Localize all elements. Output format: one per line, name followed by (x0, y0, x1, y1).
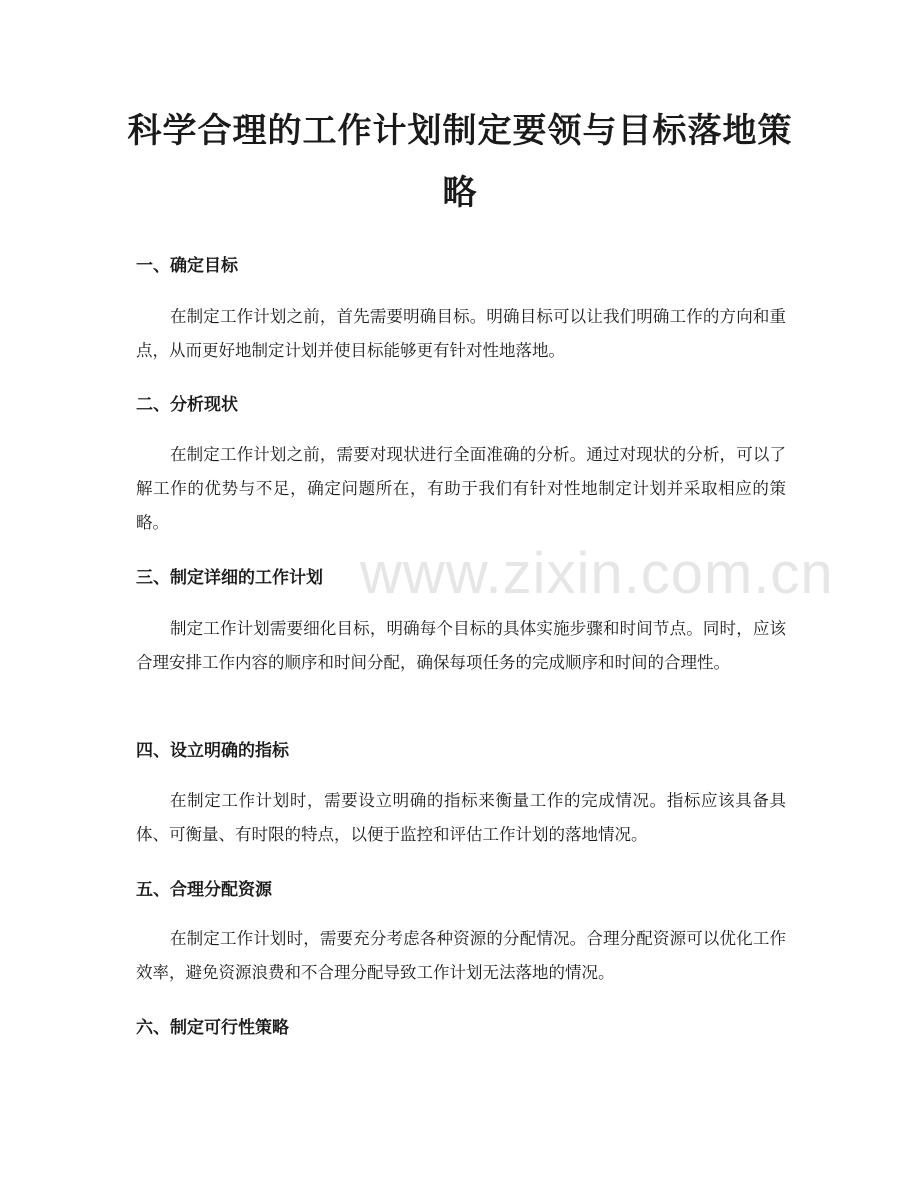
section-heading-6: 六、制定可行性策略 (136, 1018, 289, 1038)
section-heading-2: 二、分析现状 (136, 395, 238, 415)
section-heading-4: 四、设立明确的指标 (136, 741, 289, 761)
section-paragraph-4: 在制定工作计划时，需要设立明确的指标来衡量工作的完成情况。指标应该具备具体、可衡量、有时限的特点，以便于监控和评估工作计划的落地情况。 (136, 791, 786, 844)
section-paragraph-3: 制定工作计划需要细化目标，明确每个目标的具体实施步骤和时间节点。同时，应该合理安排工作内容的顺序和时间分配，确保每项任务的完成顺序和时间的合理性。 (136, 619, 786, 672)
section-heading-3: 三、制定详细的工作计划 (136, 568, 323, 588)
watermark: www.zixin.com.cn (360, 541, 834, 606)
section-paragraph-2: 在制定工作计划之前，需要对现状进行全面准确的分析。通过对现状的分析，可以了解工作的优势与不足，确定问题所在，有助于我们有针对性地制定计划并采取相应的策略。 (136, 445, 786, 532)
section-heading-5: 五、合理分配资源 (136, 880, 272, 900)
section-paragraph-1: 在制定工作计划之前，首先需要明确目标。明确目标可以让我们明确工作的方向和重点，从而更好地制定计划并使目标能够更有针对性地落地。 (136, 307, 786, 360)
section-heading-1: 一、确定目标 (136, 256, 238, 276)
section-paragraph-5: 在制定工作计划时，需要充分考虑各种资源的分配情况。合理分配资源可以优化工作效率，避免资源浪费和不合理分配导致工作计划无法落地的情况。 (136, 929, 786, 982)
document-title: 科学合理的工作计划制定要领与目标落地策略 (127, 111, 793, 213)
